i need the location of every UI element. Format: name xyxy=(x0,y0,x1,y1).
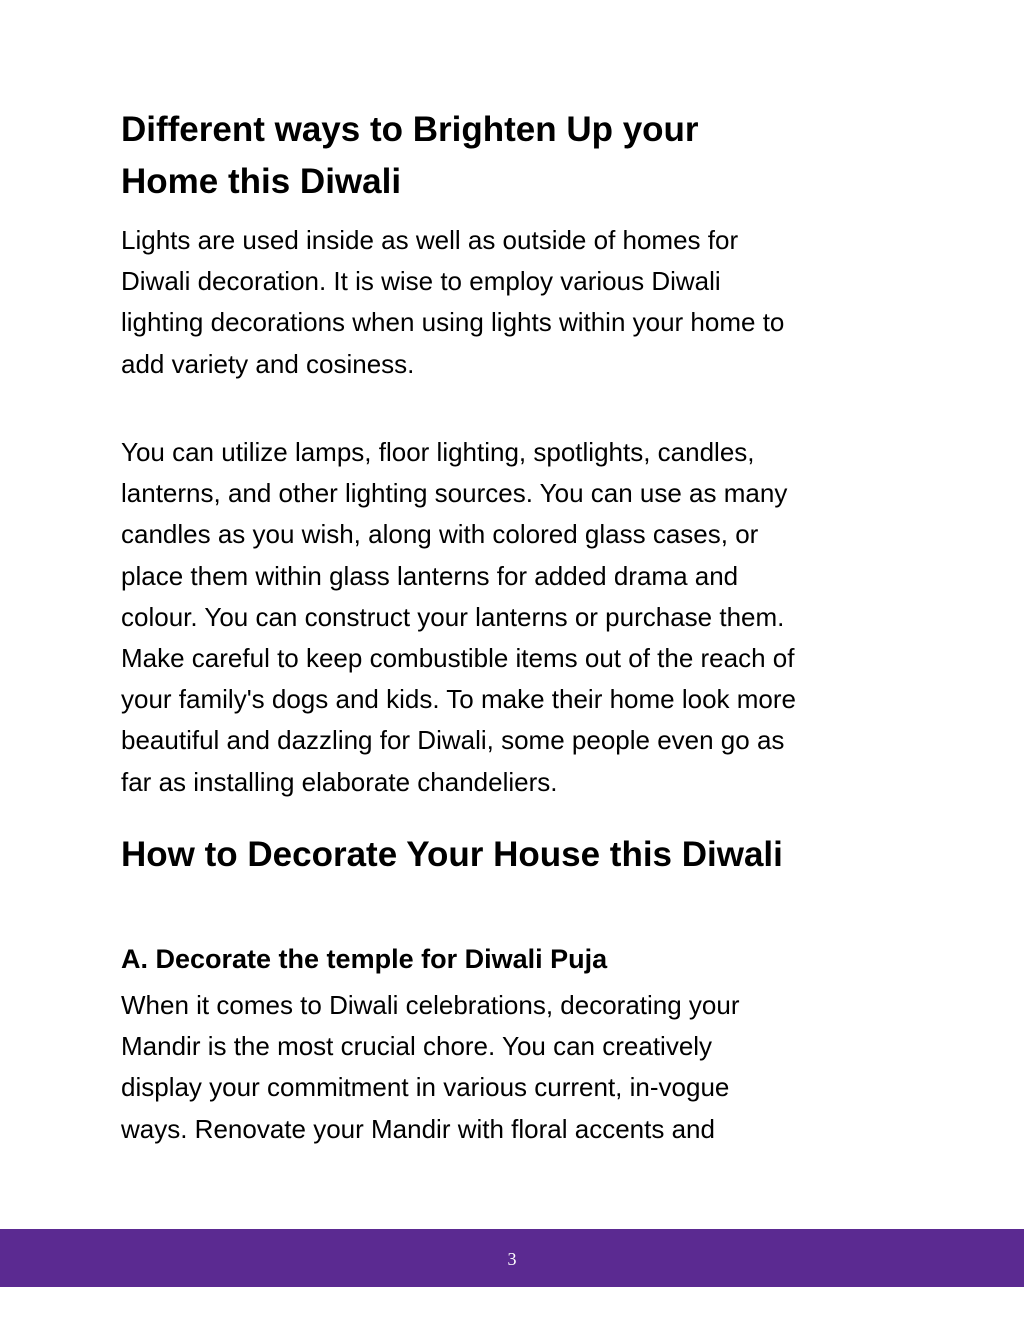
lighting-sources-paragraph: You can utilize lamps, floor lighting, spotlights, candles, lanterns, and other lighting sources. You can use as many candles as you wish, along with colored glass cases, or place them within glass lanterns for added drama and colour. You can construct your lanterns or purchase them. Make careful to keep combustible items out of the reach of your family's dogs and kids. To make their home look more beautiful and dazzling for Diwali, some people even go as far as installing elaborate chandeliers. xyxy=(121,437,797,797)
temple-paragraph: When it comes to Diwali celebrations, decorating your Mandir is the most crucial chore. You can creatively display your commitment in various current, in-vogue ways. Renovate your Mandir with floral accents and xyxy=(121,990,740,1144)
temple-subheading: A. Decorate the temple for Diwali Puja xyxy=(121,944,608,974)
page-number: 3 xyxy=(507,1249,517,1269)
section-heading-line-1: Different ways to Brighten Up your xyxy=(121,110,699,149)
section-heading-line-2: Home this Diwali xyxy=(121,162,402,201)
page-footer-band xyxy=(0,1229,1024,1287)
intro-paragraph: Lights are used inside as well as outside of homes for Diwali decoration. It is wise to employ various Diwali lighting decorations when using lights within your home to add variety and cosiness. xyxy=(121,225,785,379)
decorate-house-heading: How to Decorate Your House this Diwali xyxy=(121,835,783,874)
